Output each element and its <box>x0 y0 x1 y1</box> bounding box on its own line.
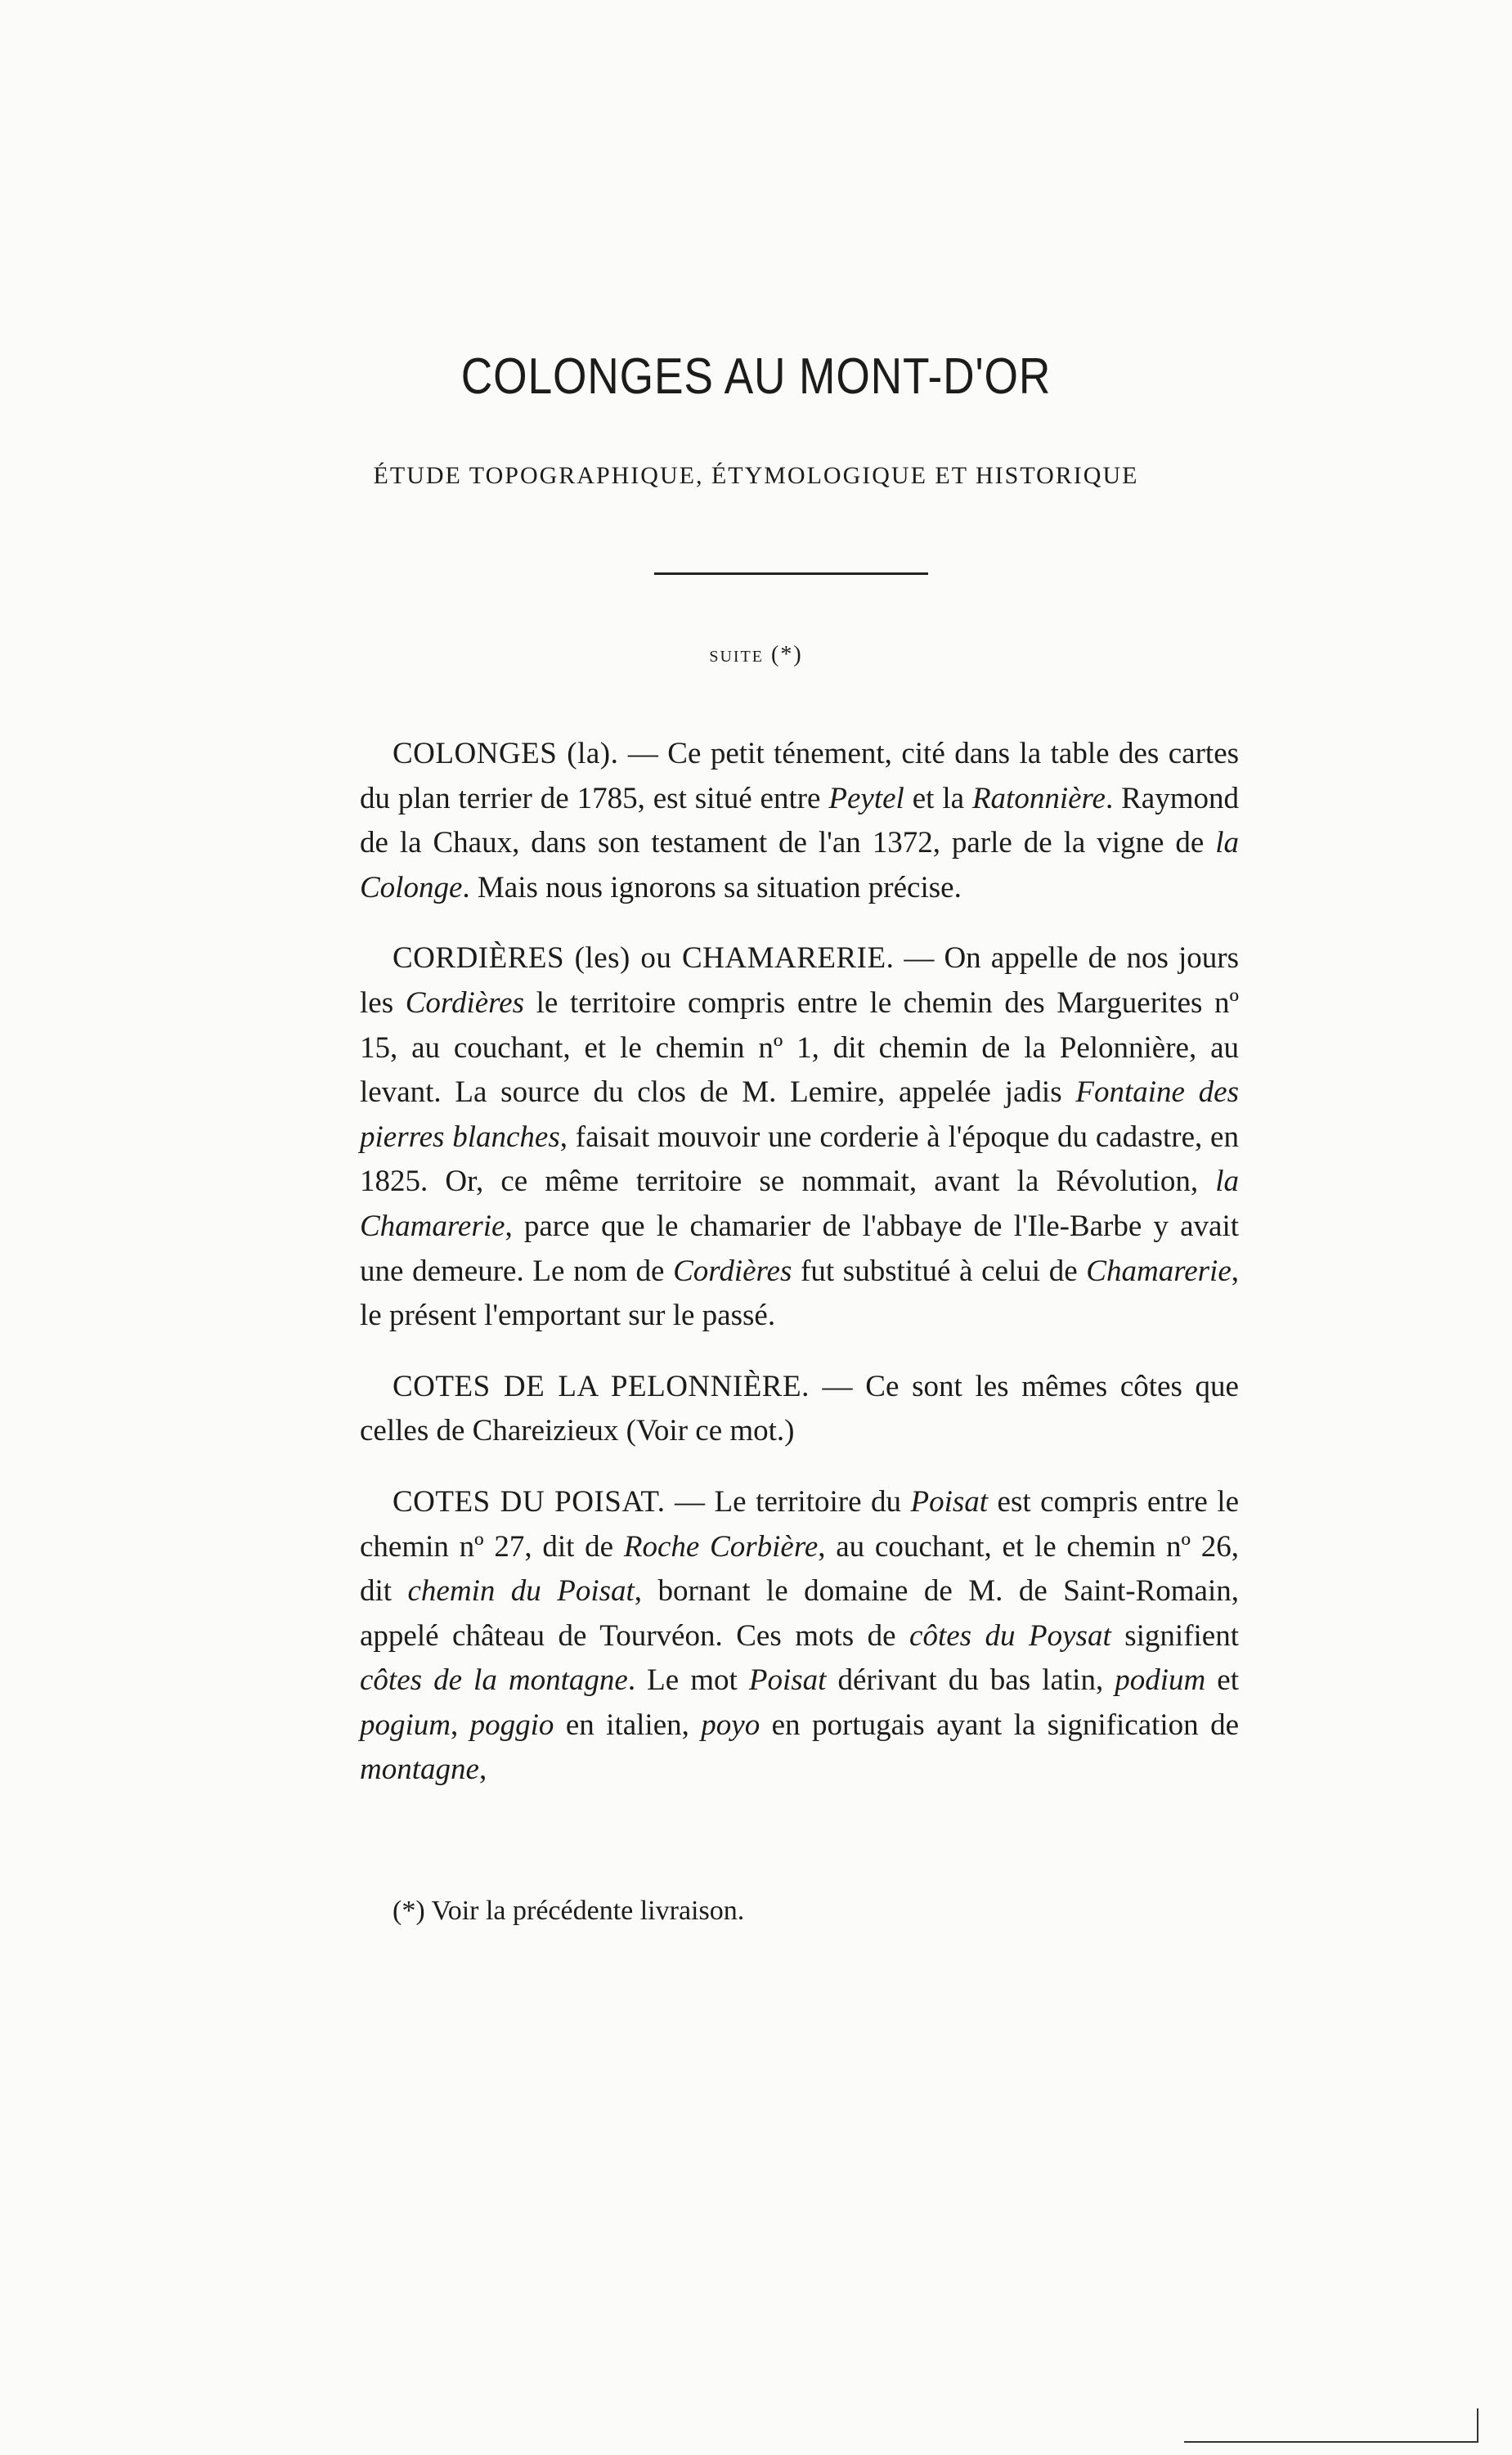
entry-cordieres: CORDIÈRES (les) ou CHAMARERIE. — On appelle de nos jours les Cordières le territoire compris entre le chemin des Marguerites nº 15, au couchant, et le chemin nº 1, dit chemin de la Pelonnière, au levant. La source du clos de M. Lemire, appelée jadis Fontaine des pierres blanches, faisait mouvoir une corderie à l'époque du cadastre, en 1825. Or, ce même territoire se nommait, avant la Révolution, la Chamarerie, parce que le chamarier de l'abbaye de l'Ile-Barbe y avait une demeure. Le nom de Cordières fut substitué à celui de Chamarerie, le présent l'emportant sur le passé. <box>360 941 1240 1333</box>
entry-keyword: COLONGES (la). <box>393 737 619 770</box>
suite-footnote-mark: (*) <box>771 642 803 667</box>
title-rule <box>654 572 928 575</box>
entry-keyword: COTES DE LA PELONNIÈRE. <box>393 1369 810 1403</box>
suite-word: suite <box>709 642 764 667</box>
entry-cotes-poisat: COTES DU POISAT. — Le territoire du Poisat est compris entre le chemin nº 27, dit de Roche Corbière, au couchant, et le chemin nº 26, dit chemin du Poisat, bornant le domaine de M. de Saint-Romain, appelé château de Tourvéon. Ces mots de côtes du Poysat signifient côtes de la montagne. Le mot Poisat dérivant du bas latin, podium et pogium, poggio en italien, poyo en portugais ayant la signification de montagne, <box>360 1484 1240 1787</box>
footnote: (*) Voir la précédente livraison. <box>393 1896 745 1926</box>
article-body <box>360 732 1239 1819</box>
page-subtitle: ÉTUDE TOPOGRAPHIQUE, ÉTYMOLOGIQUE ET HISTORIQUE <box>373 462 1139 489</box>
entry-cotes-pelonniere: COTES DE LA PELONNIÈRE. — Ce sont les mêmes côtes que celles de Chareizieux (Voir ce mot.) <box>360 1369 1239 1448</box>
scan-edge-rule <box>1184 2441 1478 2443</box>
entry-keyword: CORDIÈRES (les) ou CHAMARERIE. <box>393 941 895 976</box>
scan-edge-tick <box>1477 2408 1478 2441</box>
suite-label <box>0 642 1512 668</box>
entry-keyword: COTES DU POISAT. <box>393 1484 666 1519</box>
entry-colonges: COLONGES (la). — Ce petit ténement, cité dans la table des cartes du plan terrier de 1785, est situé entre Peytel et la Ratonnière. Raymond de la Chaux, dans son testament de l'an 1372, parle de la vigne de la Colonge. Mais nous ignorons sa situation précise. <box>360 737 1240 904</box>
page-title: COLONGES AU MONT-D'OR <box>460 348 1052 405</box>
